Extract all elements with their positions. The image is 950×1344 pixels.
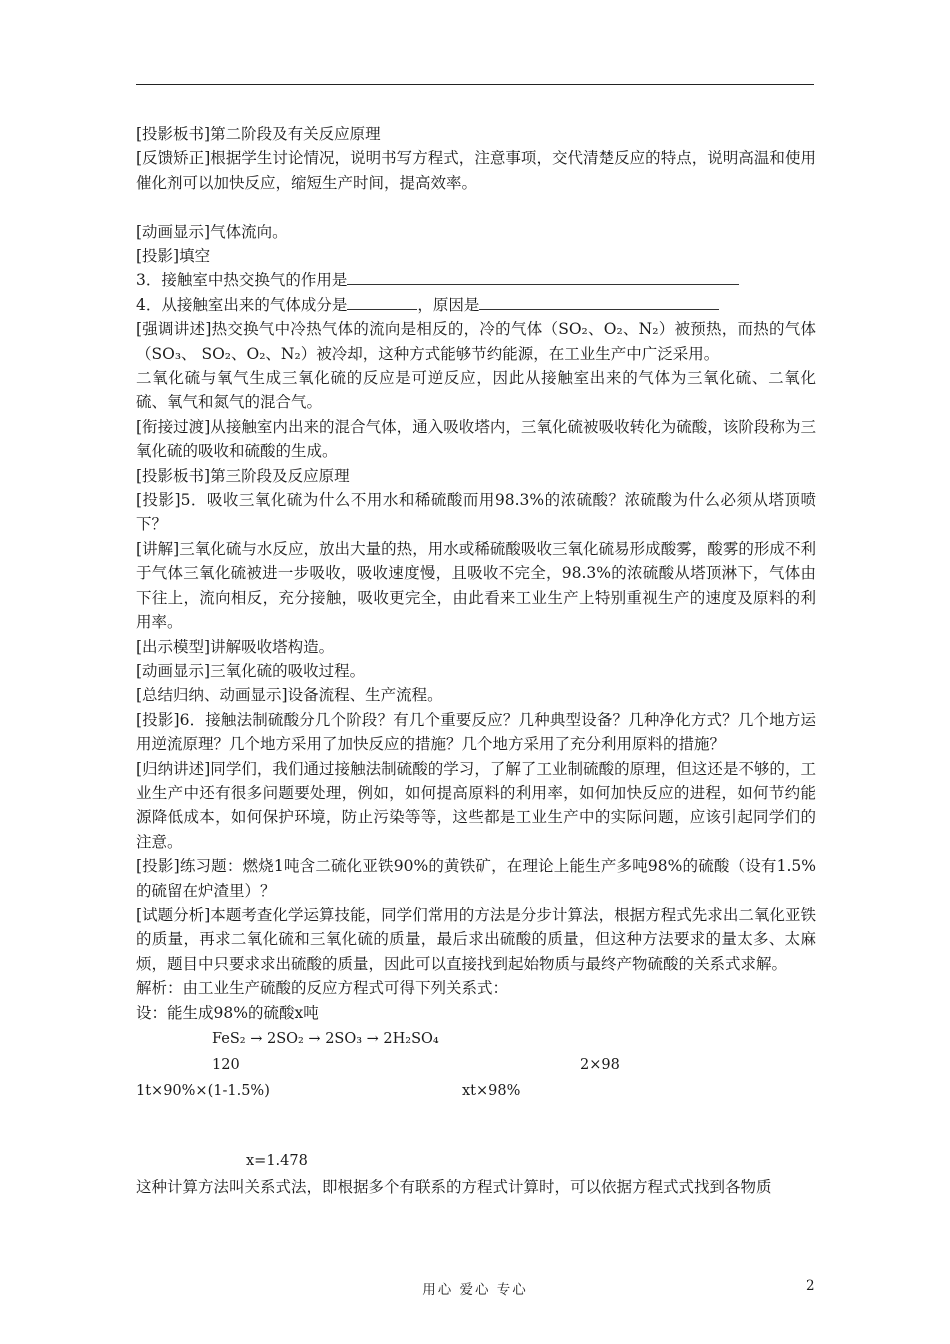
paragraph: [总结归纳、动画显示]设备流程、生产流程。 xyxy=(136,686,443,705)
fill-question-3 xyxy=(136,268,816,292)
equation-right-coefficient: 2×98 xyxy=(580,1057,620,1074)
answer-blank xyxy=(347,293,417,310)
question-text: ，原因是 xyxy=(417,295,480,314)
document-body xyxy=(136,122,816,1199)
paragraph: [投影板书]第二阶段及有关反应原理 xyxy=(136,125,381,143)
equation-result: x=1.478 xyxy=(246,1153,308,1170)
paragraph: [投影]5．吸收三氧化硫为什么不用水和稀硫酸而用98.3%的浓硫酸？浓硫酸为什么必须从塔顶喷下？ xyxy=(136,491,816,534)
paragraph: [试题分析]本题考查化学运算技能，同学们常用的方法是分步计算法，根据方程式先求出二氧化亚铁的质量，再求二氧化硫和三氧化硫的质量，最后求出硫酸的质量，但这种方法要求的量太多、太麻烦，题目中只要求求出硫酸的质量，因此可以直接找到起始物质与最终产物硫酸的关系式求解。 xyxy=(136,905,816,973)
page-footer: 用心 爱心 专心 xyxy=(422,1282,528,1298)
paragraph: [归纳讲述]同学们，我们通过接触法制硫酸的学习，了解了工业制硫酸的原理，但这还是不够的，工业生产中还有很多问题要处理，例如，如何提高原料的利用率，如何加快反应的进程，如何节约能源降低成本，如何保护环境，防止污染等等，这些都是工业生产中的实际问题，应该引起同学们的注意。 xyxy=(136,759,816,851)
page-number: 2 xyxy=(806,1278,815,1294)
paragraph: 设：能生成98%的硫酸x吨 xyxy=(136,1003,319,1022)
question-text: 4．从接触室出来的气体成分是 xyxy=(136,295,348,314)
equation-left-mass: 1t×90%×(1-1.5%) xyxy=(136,1083,270,1100)
question-text: 3．接触室中热交换气的作用是 xyxy=(136,271,348,290)
paragraph: [动画显示]三氧化硫的吸收过程。 xyxy=(136,661,366,680)
answer-blank xyxy=(347,268,739,285)
equation-result-row xyxy=(136,1123,816,1175)
paragraph: [投影]6．接触法制硫酸分几个阶段？有几个重要反应？几种典型设备？几种净化方式？几个地方运用逆流原理？几个地方采用了加快反应的措施？几个地方采用了充分利用原料的措施？ xyxy=(136,710,816,754)
paragraph: [强调讲述]热交换气中冷热气体的流向是相反的，冷的气体（SO₂、O₂、N₂）被预热，而热的气体（SO₃、 SO₂、O₂、N₂）被冷却，这种方式能够节约能源，在工业生产中广泛采用。 xyxy=(136,320,816,363)
paragraph: [投影板书]第三阶段及反应原理 xyxy=(136,466,350,485)
paragraph: [出示模型]讲解吸收塔构造。 xyxy=(136,637,335,656)
paragraph: 二氧化硫与氧气生成三氧化硫的反应是可逆反应，因此从接触室出来的气体为三氧化硫、二氧化硫、氧气和氮气的混合气。 xyxy=(136,369,816,412)
fill-question-4 xyxy=(136,293,816,317)
paragraph: [投影]练习题：燃烧1吨含二硫化亚铁90%的黄铁矿，在理论上能生产多吨98%的硫酸（设有1.5%的硫留在炉渣里）？ xyxy=(136,857,816,900)
equation-chain: FeS₂ → 2SO₂ → 2SO₃ → 2H₂SO₄ xyxy=(212,1031,439,1048)
equation-right-mass: xt×98% xyxy=(462,1083,521,1100)
relation-equation xyxy=(136,1025,816,1123)
equation-left-coefficient: 120 xyxy=(212,1057,240,1074)
paragraph: [衔接过渡]从接触室内出来的混合气体，通入吸收塔内，三氧化硫被吸收转化为硫酸，该阶段称为三氧化硫的吸收和硫酸的生成。 xyxy=(136,417,816,461)
paragraph: [反馈矫正]根据学生讨论情况，说明书写方程式，注意事项，交代清楚反应的特点，说明高温和使用催化剂可以加快反应，缩短生产时间，提高效率。 xyxy=(136,149,816,192)
paragraph: 解析：由工业生产硫酸的反应方程式可得下列关系式： xyxy=(136,979,509,998)
paragraph: [投影]填空 xyxy=(136,247,211,266)
header-rule xyxy=(136,84,814,85)
paragraph: [动画显示]气体流向。 xyxy=(136,222,288,241)
paragraph: [讲解]三氧化硫与水反应，放出大量的热，用水或稀硫酸吸收三氧化硫易形成酸雾，酸雾的形成不利于气体三氧化硫被进一步吸收，吸收速度慢，且吸收不完全，98.3%的浓硫酸从塔顶淋下，气体由下往上，流向相反，充分接触，吸收更完全，由此看来工业生产上特别重视生产的速度及原料的利用率。 xyxy=(136,539,816,632)
answer-blank xyxy=(479,293,719,310)
paragraph: 这种计算方法叫关系式法，即根据多个有联系的方程式计算时，可以依据方程式式找到各物质 xyxy=(136,1178,772,1197)
